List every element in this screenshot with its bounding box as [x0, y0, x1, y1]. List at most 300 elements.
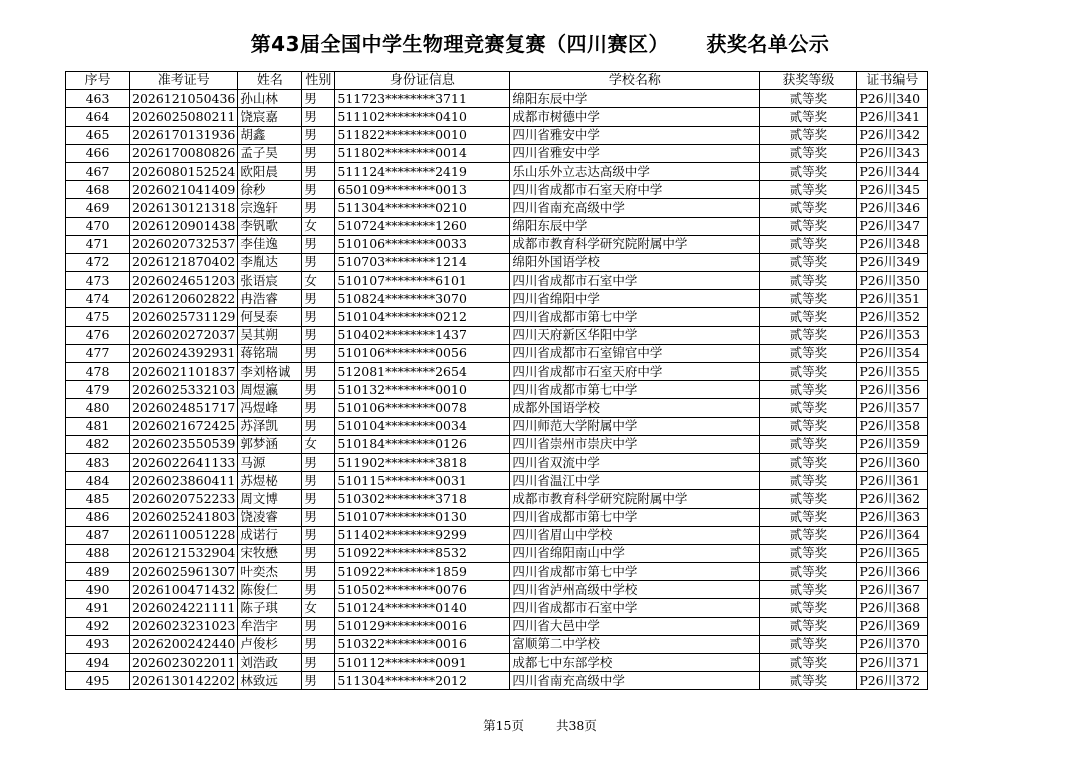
- cell-gender: 男: [302, 672, 335, 690]
- cell-id: 510922********1859: [335, 563, 510, 581]
- table-row: [66, 253, 928, 271]
- cell-school: 富顺第二中学校: [510, 635, 760, 653]
- table-row: [66, 90, 928, 108]
- cell-school: 四川师范大学附属中学: [510, 417, 760, 435]
- table-row: [66, 635, 928, 653]
- table-row: [66, 199, 928, 217]
- cell-gender: 男: [302, 581, 335, 599]
- cell-award-level: 贰等奖: [760, 290, 857, 308]
- cell-school: 四川省成都市第七中学: [510, 308, 760, 326]
- cell-cert-no: P26川348: [857, 235, 928, 253]
- cell-id: 650109********0013: [335, 181, 510, 199]
- cell-exam-no: 2026020752233: [130, 490, 238, 508]
- cell-cert-no: P26川349: [857, 253, 928, 271]
- cell-award-level: 贰等奖: [760, 599, 857, 617]
- cell-award-level: 贰等奖: [760, 617, 857, 635]
- cell-gender: 男: [302, 108, 335, 126]
- cell-award-level: 贰等奖: [760, 108, 857, 126]
- cell-seq: 468: [66, 181, 130, 199]
- cell-id: 512081********2654: [335, 363, 510, 381]
- table-row: [66, 144, 928, 162]
- cell-exam-no: 2026130142202: [130, 672, 238, 690]
- cell-exam-no: 2026100471432: [130, 581, 238, 599]
- cell-school: 成都外国语学校: [510, 399, 760, 417]
- cell-award-level: 贰等奖: [760, 399, 857, 417]
- cell-seq: 465: [66, 126, 130, 144]
- cell-award-level: 贰等奖: [760, 453, 857, 471]
- table-row: [66, 235, 928, 253]
- cell-award-level: 贰等奖: [760, 544, 857, 562]
- header-cert-no: 证书编号: [857, 72, 928, 90]
- cell-gender: 女: [302, 435, 335, 453]
- cell-school: 四川省成都市石室锦官中学: [510, 344, 760, 362]
- cell-seq: 485: [66, 490, 130, 508]
- cell-gender: 男: [302, 363, 335, 381]
- cell-gender: 男: [302, 144, 335, 162]
- cell-gender: 男: [302, 181, 335, 199]
- cell-cert-no: P26川357: [857, 399, 928, 417]
- cell-award-level: 贰等奖: [760, 472, 857, 490]
- cell-school: 四川省南充高级中学: [510, 672, 760, 690]
- table-row: [66, 672, 928, 690]
- cell-school: 四川省双流中学: [510, 453, 760, 471]
- cell-seq: 475: [66, 308, 130, 326]
- cell-award-level: 贰等奖: [760, 272, 857, 290]
- cell-id: 511402********9299: [335, 526, 510, 544]
- table-row: [66, 435, 928, 453]
- cell-cert-no: P26川367: [857, 581, 928, 599]
- cell-gender: 男: [302, 162, 335, 180]
- table-row: [66, 453, 928, 471]
- table-row: [66, 217, 928, 235]
- cell-award-level: 贰等奖: [760, 490, 857, 508]
- cell-exam-no: 2026121050436: [130, 90, 238, 108]
- cell-exam-no: 2026021101837: [130, 363, 238, 381]
- cell-id: 510922********8532: [335, 544, 510, 562]
- cell-cert-no: P26川343: [857, 144, 928, 162]
- cell-gender: 男: [302, 417, 335, 435]
- cell-seq: 477: [66, 344, 130, 362]
- cell-award-level: 贰等奖: [760, 199, 857, 217]
- cell-exam-no: 2026121532904: [130, 544, 238, 562]
- cell-id: 510115********0031: [335, 472, 510, 490]
- table-row: [66, 126, 928, 144]
- cell-school: 四川省雅安中学: [510, 144, 760, 162]
- cell-award-level: 贰等奖: [760, 635, 857, 653]
- cell-award-level: 贰等奖: [760, 563, 857, 581]
- cell-cert-no: P26川341: [857, 108, 928, 126]
- cell-seq: 473: [66, 272, 130, 290]
- table-row: [66, 363, 928, 381]
- cell-award-level: 贰等奖: [760, 90, 857, 108]
- table-row: [66, 417, 928, 435]
- table-row: [66, 108, 928, 126]
- cell-exam-no: 2026020732537: [130, 235, 238, 253]
- cell-cert-no: P26川352: [857, 308, 928, 326]
- cell-seq: 484: [66, 472, 130, 490]
- cell-award-level: 贰等奖: [760, 235, 857, 253]
- table-row: [66, 344, 928, 362]
- cell-cert-no: P26川346: [857, 199, 928, 217]
- cell-award-level: 贰等奖: [760, 654, 857, 672]
- cell-exam-no: 2026130121318: [130, 199, 238, 217]
- cell-school: 四川省成都市第七中学: [510, 381, 760, 399]
- cell-seq: 492: [66, 617, 130, 635]
- table-row: [66, 326, 928, 344]
- cell-award-level: 贰等奖: [760, 344, 857, 362]
- cell-seq: 466: [66, 144, 130, 162]
- cell-name: 孟子昊: [238, 144, 302, 162]
- cell-exam-no: 2026021672425: [130, 417, 238, 435]
- cell-school: 四川省雅安中学: [510, 126, 760, 144]
- cell-gender: 男: [302, 381, 335, 399]
- cell-gender: 男: [302, 654, 335, 672]
- cell-gender: 男: [302, 235, 335, 253]
- page-title: [0, 28, 1080, 57]
- table-row: [66, 181, 928, 199]
- header-id: 身份证信息: [335, 72, 510, 90]
- title-main: 第43届全国中学生物理竞赛复赛（四川赛区）: [250, 32, 669, 56]
- cell-cert-no: P26川372: [857, 672, 928, 690]
- cell-school: 四川省眉山中学校: [510, 526, 760, 544]
- cell-name: 蒋铭瑞: [238, 344, 302, 362]
- cell-school: 四川省崇州市崇庆中学: [510, 435, 760, 453]
- cell-cert-no: P26川363: [857, 508, 928, 526]
- cell-id: 511304********2012: [335, 672, 510, 690]
- cell-id: 510106********0078: [335, 399, 510, 417]
- cell-name: 冉浩睿: [238, 290, 302, 308]
- cell-id: 510184********0126: [335, 435, 510, 453]
- cell-award-level: 贰等奖: [760, 126, 857, 144]
- cell-exam-no: 2026024651203: [130, 272, 238, 290]
- cell-cert-no: P26川342: [857, 126, 928, 144]
- table-row: [66, 472, 928, 490]
- cell-exam-no: 2026170080826: [130, 144, 238, 162]
- cell-gender: 男: [302, 563, 335, 581]
- cell-name: 张语宸: [238, 272, 302, 290]
- cell-name: 李钒歌: [238, 217, 302, 235]
- table-row: [66, 599, 928, 617]
- cell-gender: 男: [302, 490, 335, 508]
- cell-gender: 男: [302, 526, 335, 544]
- cell-award-level: 贰等奖: [760, 363, 857, 381]
- cell-gender: 女: [302, 599, 335, 617]
- cell-cert-no: P26川344: [857, 162, 928, 180]
- table-row: [66, 526, 928, 544]
- cell-id: 511822********0010: [335, 126, 510, 144]
- cell-school: 成都市教育科学研究院附属中学: [510, 235, 760, 253]
- cell-name: 李刘格诚: [238, 363, 302, 381]
- cell-id: 510502********0076: [335, 581, 510, 599]
- cell-school: 四川省绵阳南山中学: [510, 544, 760, 562]
- cell-cert-no: P26川365: [857, 544, 928, 562]
- cell-id: 510724********1260: [335, 217, 510, 235]
- cell-gender: 男: [302, 90, 335, 108]
- table-row: [66, 290, 928, 308]
- cell-seq: 464: [66, 108, 130, 126]
- cell-award-level: 贰等奖: [760, 672, 857, 690]
- cell-exam-no: 2026023022011: [130, 654, 238, 672]
- cell-seq: 486: [66, 508, 130, 526]
- cell-seq: 471: [66, 235, 130, 253]
- cell-id: 510402********1437: [335, 326, 510, 344]
- cell-award-level: 贰等奖: [760, 144, 857, 162]
- cell-cert-no: P26川358: [857, 417, 928, 435]
- cell-cert-no: P26川353: [857, 326, 928, 344]
- cell-name: 苏泽凯: [238, 417, 302, 435]
- header-exam-no: 准考证号: [130, 72, 238, 90]
- cell-cert-no: P26川347: [857, 217, 928, 235]
- cell-name: 饶宸嘉: [238, 108, 302, 126]
- cell-gender: 女: [302, 272, 335, 290]
- cell-name: 何旻泰: [238, 308, 302, 326]
- cell-school: 四川省成都市石室天府中学: [510, 363, 760, 381]
- table-row: [66, 399, 928, 417]
- table-row: [66, 381, 928, 399]
- cell-exam-no: 2026020272037: [130, 326, 238, 344]
- cell-award-level: 贰等奖: [760, 217, 857, 235]
- cell-gender: 女: [302, 217, 335, 235]
- cell-exam-no: 2026024221111: [130, 599, 238, 617]
- cell-name: 陈俊仁: [238, 581, 302, 599]
- cell-id: 510129********0016: [335, 617, 510, 635]
- cell-school: 四川省成都市石室中学: [510, 599, 760, 617]
- cell-school: 四川省大邑中学: [510, 617, 760, 635]
- cell-award-level: 贰等奖: [760, 162, 857, 180]
- cell-award-level: 贰等奖: [760, 381, 857, 399]
- cell-id: 511723********3711: [335, 90, 510, 108]
- page-number: 第15页: [483, 718, 524, 733]
- cell-school: 四川省成都市第七中学: [510, 563, 760, 581]
- cell-name: 吴其朔: [238, 326, 302, 344]
- cell-school: 乐山乐外立志达高级中学: [510, 162, 760, 180]
- cell-name: 欧阳晨: [238, 162, 302, 180]
- cell-name: 冯煜峰: [238, 399, 302, 417]
- cell-seq: 463: [66, 90, 130, 108]
- cell-seq: 494: [66, 654, 130, 672]
- table-row: [66, 617, 928, 635]
- cell-seq: 469: [66, 199, 130, 217]
- cell-seq: 470: [66, 217, 130, 235]
- cell-exam-no: 2026022641133: [130, 453, 238, 471]
- header-gender: 性别: [302, 72, 335, 90]
- cell-gender: 男: [302, 453, 335, 471]
- cell-id: 510112********0091: [335, 654, 510, 672]
- cell-award-level: 贰等奖: [760, 308, 857, 326]
- cell-id: 510106********0056: [335, 344, 510, 362]
- cell-id: 511124********2419: [335, 162, 510, 180]
- cell-award-level: 贰等奖: [760, 181, 857, 199]
- page-footer: [0, 716, 1080, 734]
- cell-id: 510322********0016: [335, 635, 510, 653]
- header-name: 姓名: [238, 72, 302, 90]
- award-table: [65, 71, 928, 690]
- cell-name: 卢俊杉: [238, 635, 302, 653]
- cell-school: 成都七中东部学校: [510, 654, 760, 672]
- header-seq: 序号: [66, 72, 130, 90]
- cell-seq: 488: [66, 544, 130, 562]
- table-row: [66, 490, 928, 508]
- table-header-row: [66, 72, 928, 90]
- cell-cert-no: P26川368: [857, 599, 928, 617]
- cell-seq: 476: [66, 326, 130, 344]
- table-row: [66, 581, 928, 599]
- cell-seq: 483: [66, 453, 130, 471]
- cell-gender: 男: [302, 199, 335, 217]
- cell-exam-no: 2026121870402: [130, 253, 238, 271]
- cell-id: 510107********0130: [335, 508, 510, 526]
- header-school: 学校名称: [510, 72, 760, 90]
- cell-id: 510302********3718: [335, 490, 510, 508]
- cell-exam-no: 2026120901438: [130, 217, 238, 235]
- cell-name: 苏煜柲: [238, 472, 302, 490]
- cell-gender: 男: [302, 399, 335, 417]
- cell-cert-no: P26川360: [857, 453, 928, 471]
- cell-name: 宋牧懋: [238, 544, 302, 562]
- cell-exam-no: 2026025961307: [130, 563, 238, 581]
- cell-school: 四川省成都市第七中学: [510, 508, 760, 526]
- cell-exam-no: 2026023231023: [130, 617, 238, 635]
- cell-school: 四川省温江中学: [510, 472, 760, 490]
- cell-award-level: 贰等奖: [760, 526, 857, 544]
- cell-name: 林致远: [238, 672, 302, 690]
- cell-gender: 男: [302, 253, 335, 271]
- cell-school: 成都市教育科学研究院附属中学: [510, 490, 760, 508]
- cell-cert-no: P26川362: [857, 490, 928, 508]
- cell-cert-no: P26川364: [857, 526, 928, 544]
- cell-cert-no: P26川345: [857, 181, 928, 199]
- cell-name: 马源: [238, 453, 302, 471]
- cell-award-level: 贰等奖: [760, 435, 857, 453]
- table-row: [66, 508, 928, 526]
- cell-seq: 467: [66, 162, 130, 180]
- cell-exam-no: 2026025080211: [130, 108, 238, 126]
- cell-name: 周煜瀛: [238, 381, 302, 399]
- cell-name: 郭梦涵: [238, 435, 302, 453]
- cell-exam-no: 2026200242440: [130, 635, 238, 653]
- cell-gender: 男: [302, 635, 335, 653]
- title-suffix: 获奖名单公示: [706, 32, 830, 56]
- cell-school: 四川省成都市石室中学: [510, 272, 760, 290]
- cell-exam-no: 2026120602822: [130, 290, 238, 308]
- cell-name: 李胤达: [238, 253, 302, 271]
- cell-exam-no: 2026110051228: [130, 526, 238, 544]
- cell-seq: 479: [66, 381, 130, 399]
- cell-seq: 478: [66, 363, 130, 381]
- cell-gender: 男: [302, 308, 335, 326]
- cell-award-level: 贰等奖: [760, 326, 857, 344]
- cell-name: 刘浩政: [238, 654, 302, 672]
- cell-cert-no: P26川361: [857, 472, 928, 490]
- table-row: [66, 272, 928, 290]
- page-total: 共38页: [555, 718, 597, 733]
- cell-id: 510107********6101: [335, 272, 510, 290]
- table-body: [66, 90, 928, 690]
- cell-award-level: 贰等奖: [760, 581, 857, 599]
- cell-exam-no: 2026025731129: [130, 308, 238, 326]
- cell-exam-no: 2026021041409: [130, 181, 238, 199]
- cell-exam-no: 2026024851717: [130, 399, 238, 417]
- cell-seq: 490: [66, 581, 130, 599]
- cell-cert-no: P26川366: [857, 563, 928, 581]
- cell-award-level: 贰等奖: [760, 417, 857, 435]
- cell-name: 孙山林: [238, 90, 302, 108]
- cell-id: 511304********0210: [335, 199, 510, 217]
- cell-id: 510132********0010: [335, 381, 510, 399]
- cell-exam-no: 2026025332103: [130, 381, 238, 399]
- cell-name: 李佳逸: [238, 235, 302, 253]
- cell-award-level: 贰等奖: [760, 253, 857, 271]
- cell-name: 宗逸轩: [238, 199, 302, 217]
- cell-cert-no: P26川370: [857, 635, 928, 653]
- cell-exam-no: 2026025241803: [130, 508, 238, 526]
- table-row: [66, 162, 928, 180]
- cell-gender: 男: [302, 617, 335, 635]
- cell-school: 四川省南充高级中学: [510, 199, 760, 217]
- cell-exam-no: 2026170131936: [130, 126, 238, 144]
- cell-school: 绵阳东辰中学: [510, 217, 760, 235]
- cell-cert-no: P26川369: [857, 617, 928, 635]
- cell-id: 510104********0212: [335, 308, 510, 326]
- cell-id: 510703********1214: [335, 253, 510, 271]
- cell-seq: 493: [66, 635, 130, 653]
- cell-gender: 男: [302, 544, 335, 562]
- cell-gender: 男: [302, 508, 335, 526]
- cell-school: 绵阳东辰中学: [510, 90, 760, 108]
- cell-id: 510106********0033: [335, 235, 510, 253]
- cell-school: 四川省泸州高级中学校: [510, 581, 760, 599]
- cell-seq: 489: [66, 563, 130, 581]
- table-row: [66, 544, 928, 562]
- cell-school: 四川省成都市石室天府中学: [510, 181, 760, 199]
- cell-exam-no: 2026023550539: [130, 435, 238, 453]
- cell-school: 四川省绵阳中学: [510, 290, 760, 308]
- cell-seq: 480: [66, 399, 130, 417]
- cell-id: 510124********0140: [335, 599, 510, 617]
- cell-gender: 男: [302, 290, 335, 308]
- cell-seq: 472: [66, 253, 130, 271]
- cell-gender: 男: [302, 472, 335, 490]
- cell-cert-no: P26川356: [857, 381, 928, 399]
- header-award-level: 获奖等级: [760, 72, 857, 90]
- cell-gender: 男: [302, 344, 335, 362]
- cell-seq: 491: [66, 599, 130, 617]
- cell-name: 叶奕杰: [238, 563, 302, 581]
- cell-cert-no: P26川354: [857, 344, 928, 362]
- cell-school: 四川天府新区华阳中学: [510, 326, 760, 344]
- cell-id: 510824********3070: [335, 290, 510, 308]
- cell-seq: 495: [66, 672, 130, 690]
- cell-id: 511802********0014: [335, 144, 510, 162]
- cell-cert-no: P26川371: [857, 654, 928, 672]
- cell-name: 饶凌睿: [238, 508, 302, 526]
- cell-cert-no: P26川351: [857, 290, 928, 308]
- cell-name: 陈子琪: [238, 599, 302, 617]
- cell-gender: 男: [302, 326, 335, 344]
- cell-id: 511902********3818: [335, 453, 510, 471]
- cell-seq: 487: [66, 526, 130, 544]
- cell-cert-no: P26川355: [857, 363, 928, 381]
- table-row: [66, 654, 928, 672]
- cell-name: 徐秒: [238, 181, 302, 199]
- table-row: [66, 563, 928, 581]
- cell-seq: 482: [66, 435, 130, 453]
- cell-award-level: 贰等奖: [760, 508, 857, 526]
- cell-cert-no: P26川350: [857, 272, 928, 290]
- cell-name: 周文博: [238, 490, 302, 508]
- cell-cert-no: P26川340: [857, 90, 928, 108]
- cell-school: 成都市树德中学: [510, 108, 760, 126]
